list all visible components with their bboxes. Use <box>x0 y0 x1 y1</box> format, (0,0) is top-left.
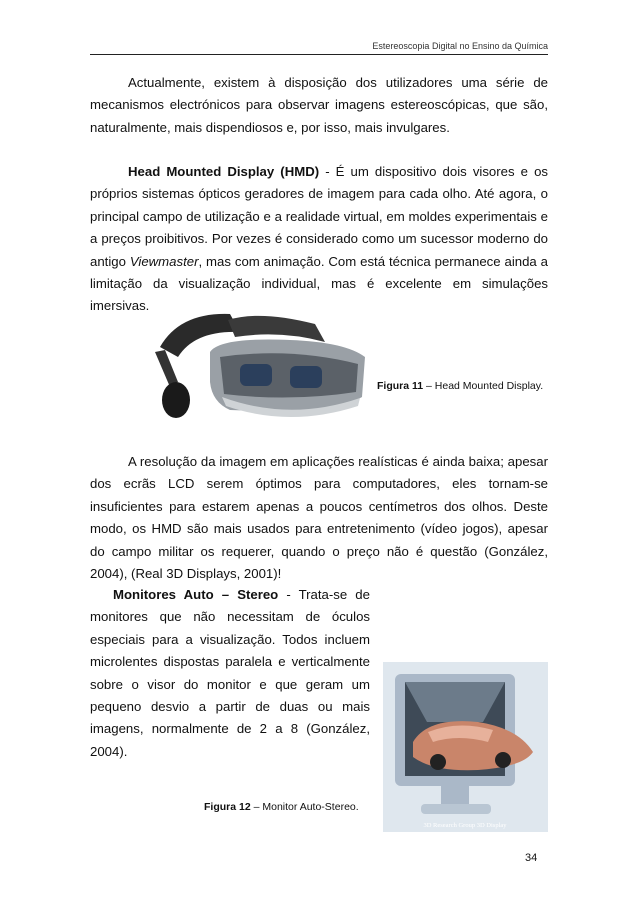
figure-12-caption <box>204 798 384 816</box>
figure-11-text: – Head Mounted Display. <box>423 380 544 392</box>
figure-12-label: Figura 12 <box>204 801 251 813</box>
hmd-term: Head Mounted Display (HMD) <box>128 164 320 179</box>
figure-12-text: – Monitor Auto-Stereo. <box>250 801 359 813</box>
header-title: Estereoscopia Digital no Ensino da Química <box>372 41 548 51</box>
figure-11-label: Figura 11 <box>377 380 424 392</box>
paragraph-intro <box>90 72 548 139</box>
figure-12-monitor-image <box>383 662 548 832</box>
figure-11-hmd-image <box>140 302 370 432</box>
figure-12-watermark: 3D Research Group 3D Display <box>423 822 507 829</box>
autostereo-term: Monitores Auto – Stereo <box>113 587 279 602</box>
page-header <box>90 38 548 55</box>
paragraph-intro-text: Actualmente, existem à disposição dos utilizadores uma série de mecanismos electrónicos para observar imagens estereoscópicas, que são, naturalmente, mais dispendiosos e, por isso, mais invulgares. <box>90 75 548 135</box>
viewmaster-term: Viewmaster <box>129 253 199 269</box>
page-number: 34 <box>525 852 538 864</box>
paragraph-resolution <box>90 451 548 585</box>
figure-11-caption <box>377 377 547 395</box>
hmd-text-a: - É um dispositivo dois visores e os próprios sistemas ópticos geradores de imagem para cada olho. Até agora, o principal campo de utilização e a realidade virtual, em moldes experimentais e a preços proibitivos. Por vezes é considerado como um sucessor moderno do antigo <box>90 164 548 269</box>
autostereo-text: - Trata-se de monitores que não necessitam de óculos especiais para a visualização. Todos incluem microlentes dispostas paralela e verticalmente sobre o visor do monitor e que geram um pequeno desvio a partir de duas ou mais imagens, normalmente de 2 a 8 (González, 2004). <box>90 587 370 759</box>
paragraph-resolution-text: A resolução da imagem em aplicações realísticas é ainda baixa; apesar dos ecrãs LCD serem óptimos para computadores, eles tornam-se insuficientes para estarem apenas a poucos centímetros dos olhos. Deste modo, os HMD são mais usados para entretenimento (vídeo jogos), apesar do campo militar os requerer, quando o preço não é questão (González, 2004), (Real 3D Displays, 2001)! <box>90 454 548 582</box>
hmd-text-b: , mas com animação. Com está técnica permanece ainda a limitação da visualização individual, mas é excelente em simulações imersivas. <box>90 253 548 314</box>
paragraph-hmd <box>90 161 548 318</box>
